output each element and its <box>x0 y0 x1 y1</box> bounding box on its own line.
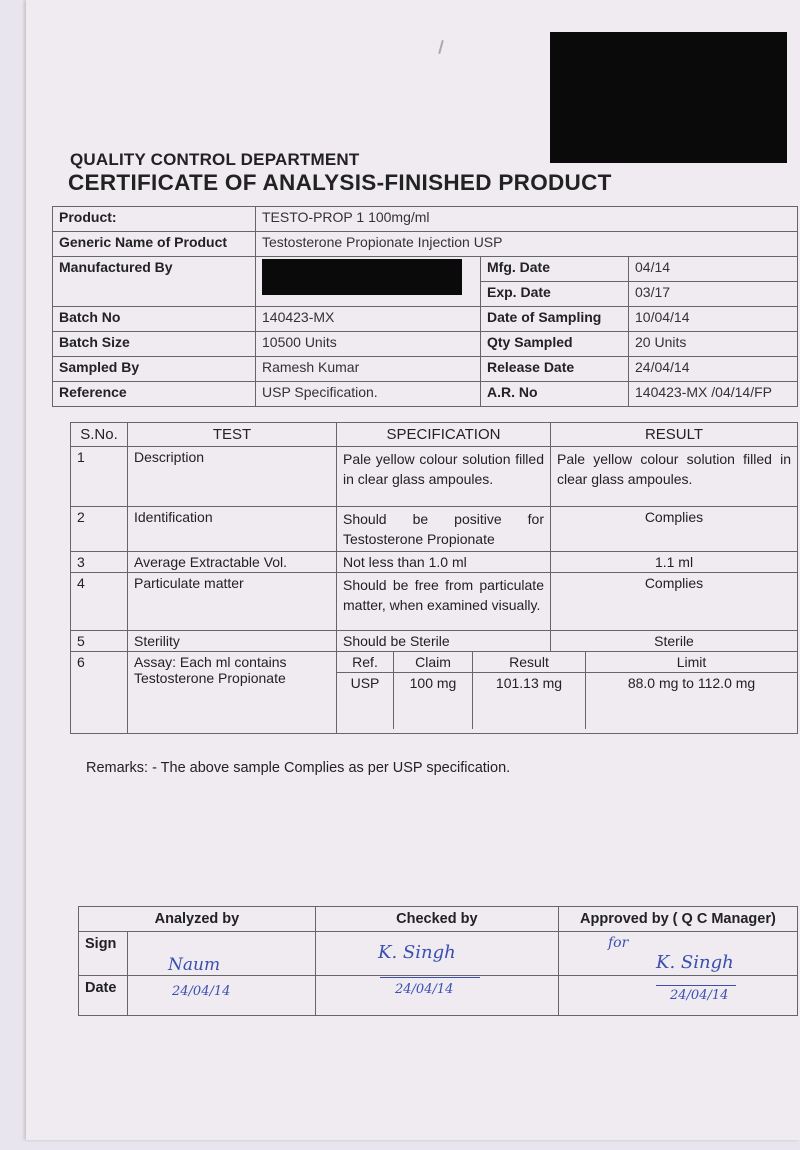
assay-test <box>128 652 337 734</box>
sampling-date-value: 10/04/14 <box>629 307 798 332</box>
analyzed-date-handwritten: 24/04/14 <box>172 984 231 999</box>
row-test: Description <box>128 447 337 507</box>
analyzed-signature: Naum <box>168 955 221 975</box>
assay-detail-cell <box>337 652 798 734</box>
batch-no-value: 140423-MX <box>256 307 481 332</box>
assay-ref-header: Ref. <box>337 652 394 673</box>
analyzed-by-header: Analyzed by <box>79 907 316 932</box>
sampled-by-label: Sampled By <box>53 357 256 382</box>
table-row <box>71 631 798 652</box>
row-sno: 3 <box>71 552 128 573</box>
checked-by-header: Checked by <box>315 907 558 932</box>
row-spec: Pale yellow colour solution filled in clear glass ampoules. <box>337 447 551 507</box>
table-row <box>71 447 798 507</box>
row-spec: Should be free from particulate matter, when examined visually. <box>337 573 551 631</box>
product-label: Product: <box>53 207 256 232</box>
sign-row-label: Sign <box>79 932 128 976</box>
checked-signature: K. Singh <box>378 942 456 963</box>
assay-test-line2: Testosterone Propionate <box>134 670 286 686</box>
assay-ref: USP <box>337 673 394 729</box>
exp-date-value: 03/17 <box>629 282 798 307</box>
row-sno: 4 <box>71 573 128 631</box>
remarks-text: Remarks: - The above sample Complies as per USP specification. <box>86 760 511 776</box>
row-result: Pale yellow colour solution filled in clear glass ampoules. <box>551 447 798 507</box>
approved-initial: for <box>608 935 629 951</box>
test-results-table <box>70 422 798 734</box>
qty-sampled-label: Qty Sampled <box>481 332 629 357</box>
batch-size-label: Batch Size <box>53 332 256 357</box>
approved-date-handwritten: 24/04/14 <box>670 988 729 1003</box>
col-header-sno: S.No. <box>71 423 128 447</box>
reference-label: Reference <box>53 382 256 407</box>
analyzed-sign-cell <box>128 932 316 976</box>
generic-name-label: Generic Name of Product <box>53 232 256 257</box>
assay-result-header: Result <box>473 652 586 673</box>
generic-name-value: Testosterone Propionate Injection USP <box>256 232 798 257</box>
col-header-test: TEST <box>128 423 337 447</box>
assay-claim: 100 mg <box>394 673 473 729</box>
assay-claim-header: Claim <box>394 652 473 673</box>
table-row <box>71 507 798 552</box>
table-row <box>71 573 798 631</box>
assay-limit: 88.0 mg to 112.0 mg <box>627 675 756 691</box>
row-test: Sterility <box>128 631 337 652</box>
sampling-date-label: Date of Sampling <box>481 307 629 332</box>
product-info-table <box>52 206 798 407</box>
assay-test-line1: Assay: Each ml contains <box>134 654 287 670</box>
assay-sno: 6 <box>71 652 128 734</box>
checked-date-handwritten: 24/04/14 <box>395 982 454 997</box>
mfg-date-value: 04/14 <box>629 257 798 282</box>
assay-subtable <box>337 652 797 729</box>
col-header-result: RESULT <box>551 423 798 447</box>
row-sno: 2 <box>71 507 128 552</box>
date-row-label: Date <box>79 976 128 1016</box>
batch-no-label: Batch No <box>53 307 256 332</box>
checked-underline <box>380 977 480 978</box>
release-date-value: 24/04/14 <box>629 357 798 382</box>
row-result: Complies <box>551 573 798 631</box>
row-result: Sterile <box>551 631 798 652</box>
assay-row <box>71 652 798 734</box>
row-sno: 5 <box>71 631 128 652</box>
row-test: Identification <box>128 507 337 552</box>
approved-underline <box>656 985 736 986</box>
ar-no-value: 140423-MX /04/14/FP <box>629 382 798 407</box>
sampled-by-value: Ramesh Kumar <box>256 357 481 382</box>
mfg-date-label: Mfg. Date <box>481 257 629 282</box>
reference-value: USP Specification. <box>256 382 481 407</box>
approved-by-header: Approved by ( Q C Manager) <box>558 907 797 932</box>
row-result: Complies <box>551 507 798 552</box>
manufacturer-cell <box>256 257 481 307</box>
table-row <box>71 552 798 573</box>
redacted-manufacturer <box>262 259 462 295</box>
redacted-logo-block <box>550 32 787 163</box>
approved-signature: K. Singh <box>656 952 734 973</box>
row-sno: 1 <box>71 447 128 507</box>
qty-sampled-value: 20 Units <box>629 332 798 357</box>
product-value: TESTO-PROP 1 100mg/ml <box>256 207 798 232</box>
col-header-spec: SPECIFICATION <box>337 423 551 447</box>
manufactured-by-label: Manufactured By <box>53 257 256 307</box>
row-spec: Should be positive for Testosterone Propionate <box>337 507 551 552</box>
row-test: Particulate matter <box>128 573 337 631</box>
release-date-label: Release Date <box>481 357 629 382</box>
certificate-title: CERTIFICATE OF ANALYSIS-FINISHED PRODUCT <box>68 170 612 195</box>
row-spec: Should be Sterile <box>337 631 551 652</box>
row-spec: Not less than 1.0 ml <box>337 552 551 573</box>
assay-result: 101.13 mg <box>473 673 586 729</box>
row-test: Average Extractable Vol. <box>128 552 337 573</box>
row-result: 1.1 ml <box>551 552 798 573</box>
assay-limit-header: Limit <box>586 652 798 673</box>
ar-no-label: A.R. No <box>481 382 629 407</box>
exp-date-label: Exp. Date <box>481 282 629 307</box>
department-heading: QUALITY CONTROL DEPARTMENT <box>70 150 360 169</box>
batch-size-value: 10500 Units <box>256 332 481 357</box>
